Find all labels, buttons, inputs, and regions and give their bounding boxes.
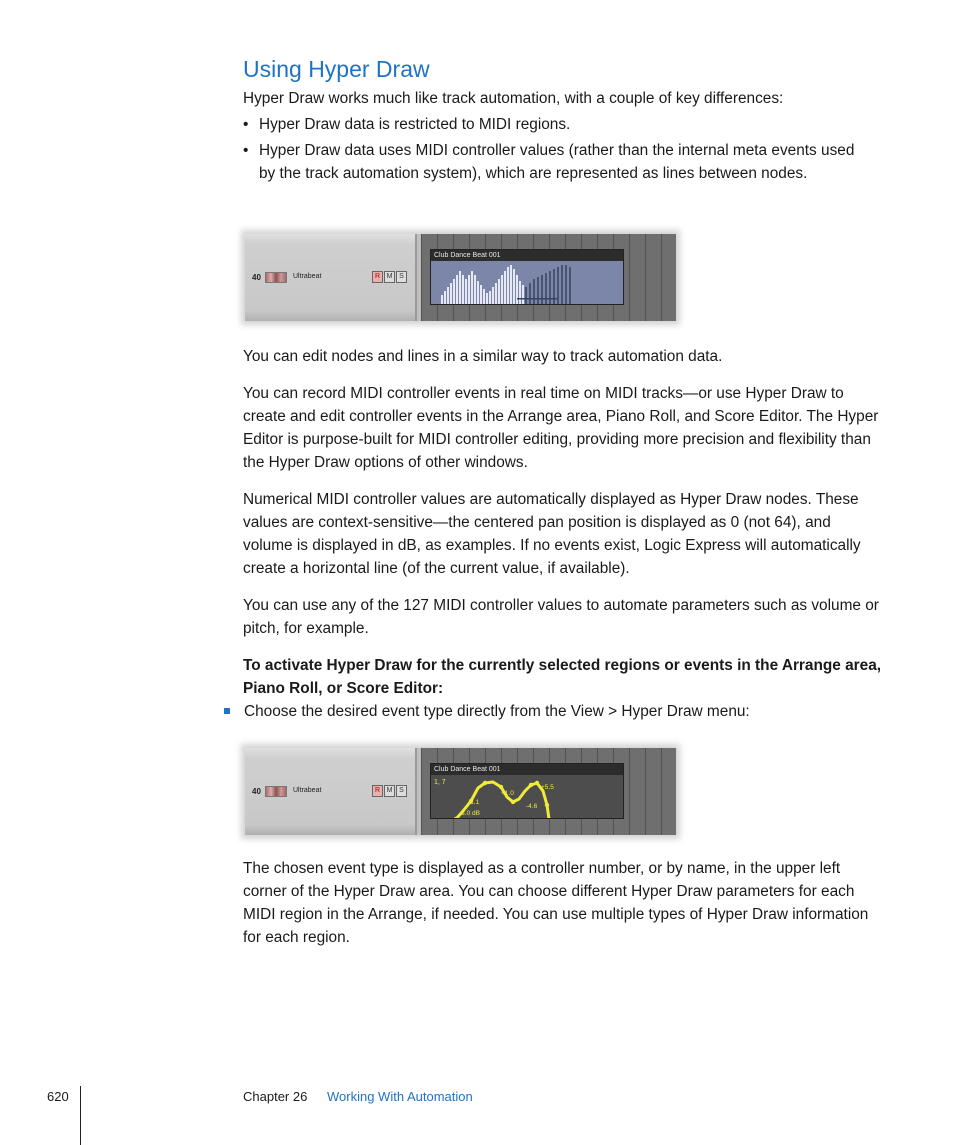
paragraph: You can record MIDI controller events in real time on MIDI tracks—or use Hyper Draw to create and edit controller events in the Arrange area, Piano Roll, and Score Editor. The Hyper Editor is purpose-built for MIDI controller editing, providing more precision and flexibility than the Hyper Draw options of other windows. <box>243 385 879 471</box>
midi-note-bar <box>504 271 506 305</box>
chapter-title-link[interactable]: Working With Automation <box>327 1089 473 1104</box>
track-header <box>245 234 417 321</box>
paragraph: Numerical MIDI controller values are automatically displayed as Hyper Draw nodes. These values are context-sensitive—the centered pan position is displayed as 0 (not 64), and volume is displayed in dB, as examples. If no events exist, Logic Express will automatically create a horizontal line (of the current value, if available). <box>243 491 861 577</box>
midi-note-bar <box>444 291 446 305</box>
track-name: Ultrabeat <box>293 787 322 794</box>
node-value-label: -4.6 <box>526 803 538 810</box>
hyper-draw-node[interactable] <box>511 800 515 804</box>
footer-divider <box>80 1086 81 1145</box>
midi-note-bar <box>468 275 470 305</box>
midi-note-bar <box>486 293 488 305</box>
midi-note-bar <box>569 267 571 305</box>
midi-note-bar <box>465 279 467 305</box>
record-button[interactable]: R <box>372 271 383 283</box>
hyper-draw-node[interactable] <box>529 783 533 787</box>
midi-region[interactable] <box>430 249 624 305</box>
figure-arrange-track-midi-region <box>245 234 676 321</box>
midi-note-bars <box>431 261 624 305</box>
midi-note-bar <box>456 275 458 305</box>
bullet-glyph: • <box>243 116 249 133</box>
bullet-text: Hyper Draw data is restricted to MIDI regions. <box>259 116 571 133</box>
midi-note-bar <box>495 283 497 305</box>
bullet-glyph: • <box>243 142 249 159</box>
page-number: 620 <box>47 1089 69 1104</box>
paragraph: You can use any of the 127 MIDI controller values to automate parameters such as volume or pitch, for example. <box>243 597 879 637</box>
hyper-draw-curve[interactable] <box>431 775 624 819</box>
midi-note-bar <box>525 287 527 305</box>
track-number: 40 <box>252 787 261 796</box>
mute-button[interactable]: M <box>384 785 395 797</box>
mute-button[interactable]: M <box>384 271 395 283</box>
midi-note-bar <box>517 298 557 300</box>
instrument-icon <box>265 272 287 283</box>
task-heading: To activate Hyper Draw for the currently selected regions or events in the Arrange area, Piano Roll, or Score Editor: <box>243 657 882 697</box>
midi-note-bar <box>459 271 461 305</box>
midi-note-bar <box>516 275 518 305</box>
node-value-label: -3.0 dB <box>459 810 480 817</box>
midi-note-bar <box>545 273 547 305</box>
midi-note-bar <box>450 283 452 305</box>
instrument-icon <box>265 786 287 797</box>
hyper-draw-node[interactable] <box>545 803 549 807</box>
midi-note-bar <box>533 279 535 305</box>
hyper-draw-node[interactable] <box>483 781 487 785</box>
midi-note-bar <box>483 289 485 305</box>
midi-note-bar <box>557 267 559 305</box>
step-marker-icon <box>224 708 230 714</box>
midi-note-bar <box>477 281 479 305</box>
track-header <box>245 748 417 835</box>
track-number: 40 <box>252 273 261 282</box>
midi-note-bar <box>489 291 491 305</box>
section-heading: Using Hyper Draw <box>243 56 430 82</box>
midi-note-bar <box>510 265 512 305</box>
solo-button[interactable]: S <box>396 785 407 797</box>
midi-note-bar <box>453 279 455 305</box>
hyper-draw-node[interactable] <box>535 781 539 785</box>
node-value-label: +5.5 <box>541 784 554 791</box>
midi-note-bar <box>549 271 551 305</box>
midi-note-bar <box>561 265 563 305</box>
midi-note-bar <box>492 287 494 305</box>
paragraph: You can edit nodes and lines in a similar way to track automation data. <box>243 348 723 365</box>
midi-note-bar <box>507 267 509 305</box>
track-name: Ultrabeat <box>293 273 322 280</box>
midi-note-bar <box>471 271 473 305</box>
midi-note-bar <box>519 281 521 305</box>
midi-note-bar <box>462 275 464 305</box>
midi-note-bar <box>474 275 476 305</box>
record-button[interactable]: R <box>372 785 383 797</box>
midi-note-bar <box>541 275 543 305</box>
hyper-draw-node[interactable] <box>499 785 503 789</box>
midi-note-bar <box>501 275 503 305</box>
node-value-label: +1.0 <box>501 790 514 797</box>
bullet-text: Hyper Draw data uses MIDI controller values (rather than the internal meta events used by the track automation system), which are represented as lines between nodes. <box>259 142 855 182</box>
midi-region[interactable] <box>430 763 624 819</box>
node-value-label: -1.1 <box>468 799 480 806</box>
midi-note-bar <box>565 265 567 305</box>
solo-button[interactable]: S <box>396 271 407 283</box>
midi-note-bar <box>498 279 500 305</box>
intro-paragraph: Hyper Draw works much like track automation, with a couple of key differences: <box>243 90 784 107</box>
hyper-draw-parameter-label: 1, 7 <box>434 779 446 786</box>
step-text: Choose the desired event type directly from the View > Hyper Draw menu: <box>244 703 750 720</box>
figure-hyper-draw-region <box>245 748 676 835</box>
paragraph: The chosen event type is displayed as a controller number, or by name, in the upper left corner of the Hyper Draw area. You can choose different Hyper Draw parameters for each MIDI region in the Arrange, if needed. You can use multiple types of Hyper Draw information for each region. <box>243 860 869 946</box>
midi-note-bar <box>553 269 555 305</box>
region-name: Club Dance Beat 001 <box>431 250 623 261</box>
midi-note-bar <box>529 283 531 305</box>
midi-note-bar <box>522 285 524 305</box>
midi-note-bar <box>441 295 443 305</box>
chapter-label: Chapter 26 <box>243 1089 308 1104</box>
region-name: Club Dance Beat 001 <box>431 764 623 775</box>
midi-note-bar <box>537 277 539 305</box>
midi-note-bar <box>513 269 515 305</box>
midi-note-bar <box>447 287 449 305</box>
midi-note-bar <box>480 285 482 305</box>
